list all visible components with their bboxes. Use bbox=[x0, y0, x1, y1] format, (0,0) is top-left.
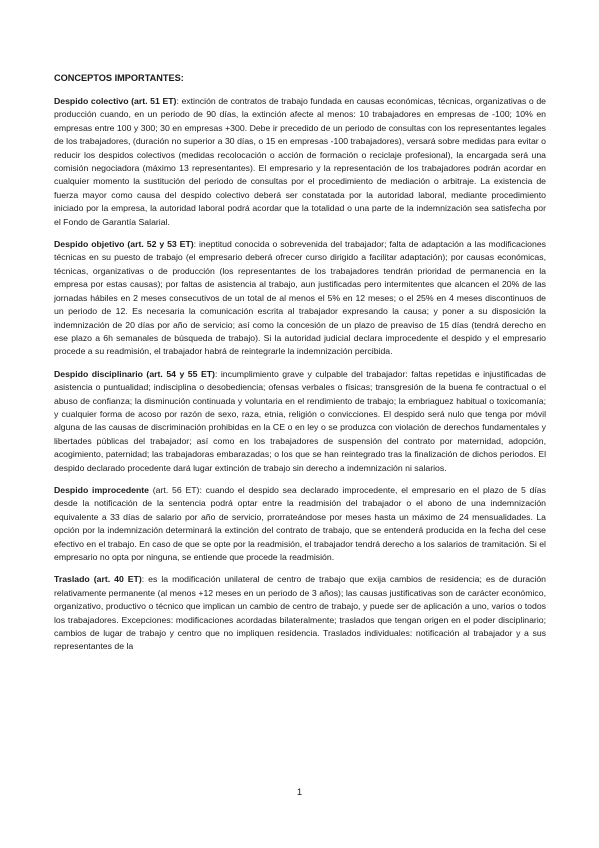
section-text: : extinción de contratos de trabajo fundada en causas económicas, técnicas, organizativas o de producción cuando, en un periodo de 90 días, la extinción afecte al menos: 10 trabajadores en empresas de -100; 10% en empresas entre 100 y 300; 30 en empresas +300. Debe ir precedido de un periodo de consultas con los representantes legales de los trabajadores, (duración no superior a 30 días, o 15 en empresas -100 trabajadores), versará sobre medidas para evitar o reducir los despidos colectivos (medidas recolocación o acción de formación o reciclaje profesional), la encargada será una comisión negociadora (máximo 13 representantes). El empresario y la representación de los trabajadores podrán acordar en cualquier momento la sustitución del periodo de consultas por el procedimiento de mediación o arbitraje. La existencia de fuerza mayor como causa del despido colectivo deberá ser constatada por la autoridad laboral, mediante procedimiento iniciado por la empresa, la autoridad laboral podrá acordar que la totalidad o una parte de la indemnización sea satisfecha por el Fondo de Garantía Salarial. bbox=[54, 96, 547, 227]
section-text: : incumplimiento grave y culpable del trabajador: faltas repetidas e injustificadas de asistencia o puntualidad; indisciplina o desobediencia; ofensas verbales o físicas; transgresión de la buena fe contractual o el abuso de confianza; la disminución continuada y voluntaria en el rendimiento de trabajo; la embriaguez habitual o toxicomanía; y cualquier forma de acoso por razón de sexo, raza, etnia, religión o convicciones. El despido será nulo que tenga por móvil alguna de las causas de discriminación prohibidas en la CE o en ley o se produzca con violación de derechos fundamentales y libertades públicas del trabajador; así como en los trabajadores de suspensión del contrato por maternidad, adopción, acogimiento, paternidad; las trabajadoras embarazadas; o los que se han reintegrado tras la finalización de dichos periodos. El despido declarado procedente dará lugar extinción de trabajo sin derecho a indemnización ni salarios. bbox=[54, 368, 546, 473]
section-despido-objetivo bbox=[54, 238, 546, 359]
section-despido-disciplinario bbox=[54, 368, 546, 475]
section-text: (art. 56 ET): cuando el despido sea declarado improcedente, el empresario en el plazo de 5 días desde la notificación de la sentencia podrá optar entre la readmisión del trabajador o el abono de una indemnización equivalente a 33 días de salario por año de servicio, prorrateándose por meses hasta un máximo de 24 mensualidades. La opción por la indemnización determinará la extinción del contrato de trabajo, que se entenderá producida en la fecha del cese efectivo en el trabajo. En caso de que se opte por la readmisión, el trabajador tendrá derecho a los salarios de tramitación. Si el empresario no opta por ninguna, se entiende que procede la readmisión. bbox=[54, 484, 546, 562]
section-despido-improcedente bbox=[54, 484, 546, 564]
section-heading: Traslado (art. 40 ET) bbox=[54, 574, 142, 585]
page-content bbox=[54, 72, 546, 663]
section-despido-colectivo bbox=[54, 95, 546, 229]
section-heading: Despido colectivo (art. 51 ET) bbox=[54, 96, 177, 106]
section-heading: Despido improcedente bbox=[54, 484, 150, 495]
section-heading: Despido disciplinario (art. 54 y 55 ET) bbox=[54, 368, 215, 379]
page-number: 1 bbox=[296, 787, 303, 798]
section-text: : ineptitud conocida o sobrevenida del trabajador; falta de adaptación a las modificaciones técnicas en su puesto de trabajo (el empresario deberá ofrecer curso dirigido a facilitar adaptación); por causas económicas, técnicas, organizativas o de producción (los representantes de los trabajadores tendrán prioridad de permanencia en la empresa por estas causas); por faltas de asistencia al trabajo, aun justificadas pero intermitentes que alcancen el 20% de las jornadas hábiles en 2 meses consecutivos de un total de al menos el 5% en 12 meses; o el 25% en 4 meses discontinuos de un periodo de 12. Es necesaria la comunicación escrita al trabajador expresando la causa; y poner a su disposición la indemnización de 20 días por año de servicio; así como la concesión de un plazo de preaviso de 15 días (tendrá derecho en ese plazo a 6h semanales de búsqueda de trabajo). Si la autoridad judicial declara improcedente el despido y el empresario procede a su readmisión, el trabajador habrá de reintegrarle la indemnización percibida. bbox=[54, 239, 546, 357]
document-title: CONCEPTOS IMPORTANTES: bbox=[54, 73, 184, 83]
section-traslado bbox=[54, 573, 546, 653]
section-text: : es la modificación unilateral de centro de trabajo que exija cambios de residencia; es de duración relativamente permanente (al menos +12 meses en un periodo de 3 años); las causas justificativas son de carácter económico, organizativo, productivo o técnico que implican un cambio de centro de trabajo, y puede ser de aplicación a uno, varios o todos los trabajadores. Excepciones: modificaciones acordadas bilateralmente; traslados que tengan origen en el poder disciplinario; cambios de lugar de trabajo y centro que no impliquen residencia. Traslados individuales: notificación al trabajador y a sus representantes de la bbox=[54, 574, 546, 652]
section-heading: Despido objetivo (art. 52 y 53 ET) bbox=[54, 239, 194, 250]
